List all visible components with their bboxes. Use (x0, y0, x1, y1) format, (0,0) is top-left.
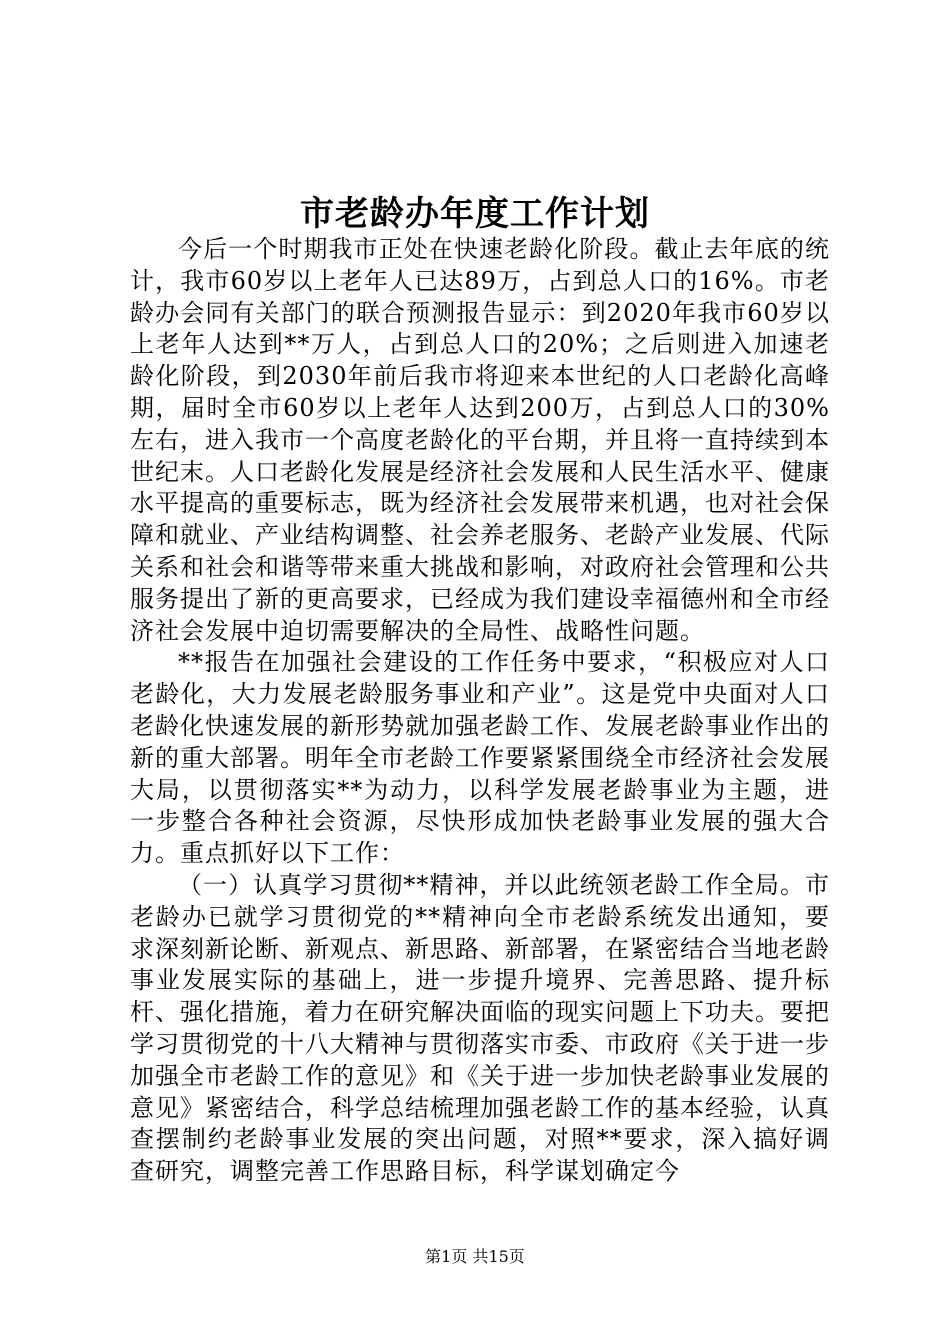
paragraph: 今后一个时期我市正处在快速老龄化阶段。截止去年底的统计，我市60岁以上老年人已达89万，占到总人口的16%。市老龄办会同有关部门的联合预测报告显示：到2020年我市60岁以上老年人达到**万人，占到总人口的20%；之后则进入加速老龄化阶段，到2030年前后我市将迎来本世纪的人口老龄化高峰期，届时全市60岁以上老年人达到200万，占到总人口的30%左右，进入我市一个高度老龄化的平台期，并且将一直持续到本世纪末。人口老龄化发展是经济社会发展和人民生活水平、健康水平提高的重要标志，既为经济社会发展带来机遇，也对社会保障和就业、产业结构调整、社会养老服务、老龄产业发展、代际关系和社会和谐等带来重大挑战和影响，对政府社会管理和公共服务提出了新的更高要求，已经成为我们建设幸福德州和全市经济社会发展中迫切需要解决的全局性、战略性问题。 (130, 235, 830, 645)
document-body (130, 234, 830, 1188)
paragraph: （一）认真学习贯彻**精神，并以此统领老龄工作全局。市老龄办已就学习贯彻党的**精神向全市老龄系统发出通知，要求深刻新论断、新观点、新思路、新部署，在紧密结合当地老龄事业发展实际的基础上，进一步提升境界、完善思路、提升标杆、强化措施，着力在研究解决面临的现实问题上下功夫。要把学习贯彻党的十八大精神与贯彻落实市委、市政府《关于进一步加强全市老龄工作的意见》和《关于进一步加快老龄事业发展的意见》紧密结合，科学总结梳理加强老龄工作的基本经验，认真查摆制约老龄事业发展的突出问题，对照**要求，深入搞好调查研究，调整完善工作思路目标，科学谋划确定今 (130, 870, 830, 1186)
paragraph: **报告在加强社会建设的工作任务中要求，“积极应对人口老龄化，大力发展老龄服务事业和产业”。这是党中央面对人口老龄化快速发展的新形势就加强老龄工作、发展老龄事业作出的新的重大部署。明年全市老龄工作要紧紧围绕全市经济社会发展大局，以贯彻落实**为动力，以科学发展老龄事业为主题，进一步整合各种社会资源，尽快形成加快老龄事业发展的强大合力。重点抓好以下工作： (130, 648, 830, 868)
document-title: 市老龄办年度工作计划 (300, 194, 650, 234)
page-number-footer: 第1页 共15页 (425, 1247, 525, 1266)
